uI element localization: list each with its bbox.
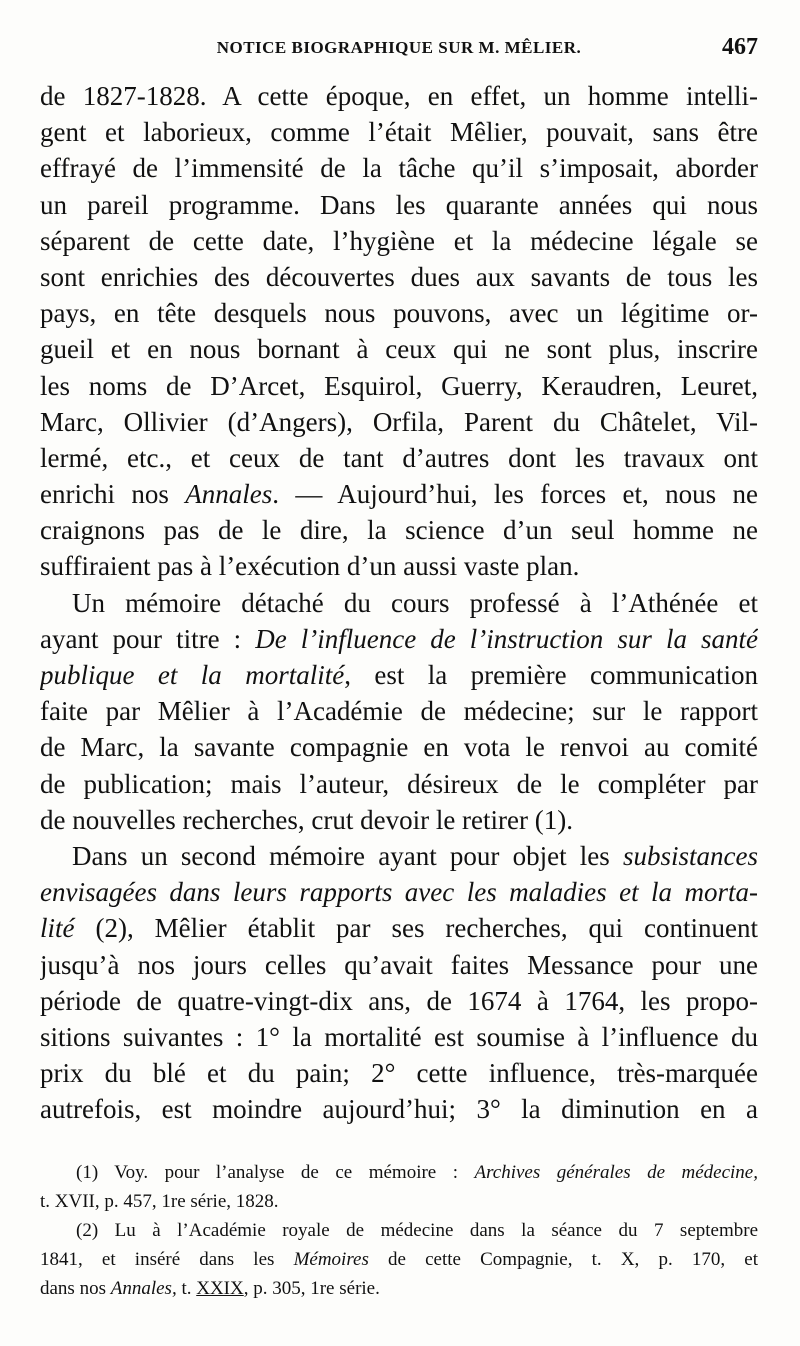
text-line: jusqu’à nos jours celles qu’avait faites Messance pour une [40,949,758,980]
text-line [40,874,758,910]
body-text [40,78,758,1127]
text-line: suffiraient pas à l’exécution d’un aussi vaste plan. [40,551,580,582]
text-span: , p. 305, 1re série. [243,1278,380,1299]
running-title: NOTICE BIOGRAPHIQUE SUR M. MÊLIER. [216,38,582,57]
italic-title: Annales [185,479,273,510]
text-line [40,910,758,946]
footnotes [40,1158,758,1303]
text-line [40,657,758,693]
text-line: lermé, etc., et ceux de tant d’autres dont les travaux ont [40,442,758,473]
text-span: enrichi nos [40,479,186,510]
text-line: de Marc, la savante compagnie en vota le renvoi au comité [40,732,758,763]
text-line: pays, en tête desquels nous pouvons, avec un légitime or- [40,298,758,329]
footnote-line [40,1158,758,1187]
text-span: Dans un second mémoire ayant pour objet les [72,840,623,871]
italic-title: Mémoires [293,1249,369,1270]
text-line: craignons pas de le dire, la science d’un seul homme ne [40,515,758,546]
text-line: sont enrichies des découvertes dues aux savants de tous les [40,261,758,292]
text-line: sitions suivantes : 1° la mortalité est soumise à l’influence du [40,1021,758,1052]
italic-title: subsistances [623,840,758,871]
italic-title: Archives générales de médecine, [474,1162,758,1183]
page-number: 467 [722,34,758,60]
text-span: (1) Voy. pour l’analyse de ce mémoire : [76,1162,475,1183]
text-line: de nouvelles recherches, crut devoir le retirer (1). [40,804,573,835]
underlined-volume: XXIX [196,1278,244,1299]
italic-title: De l’influence de l’instruction sur la santé [255,623,758,654]
italic-title: publique et la mortalité [40,660,345,690]
text-span: , est la première communication [344,660,758,690]
text-line: période de quatre-vingt-dix ans, de 1674 à 1764, les propo- [40,985,758,1016]
running-head [40,34,758,64]
text-line: autrefois, est moindre aujourd’hui; 3° la diminution en a [40,1094,758,1125]
italic-title: lité [40,913,75,944]
text-line: les noms de D’Arcet, Esquirol, Guerry, Keraudren, Leuret, [40,370,758,401]
text-line: gent et laborieux, comme l’était Mêlier, pouvait, sans être [40,117,758,148]
text-span: dans nos [40,1278,111,1299]
footnote-line [40,1274,758,1303]
text-line [40,476,758,512]
text-span: de cette Compagnie, t. X, p. 170, et [368,1249,758,1270]
text-line: prix du blé et du pain; 2° cette influence, très-marquée [40,1058,758,1089]
text-line: de publication; mais l’auteur, désireux de le compléter par [40,768,758,799]
text-line [40,621,758,657]
text-line: séparent de cette date, l’hygiène et la médecine légale se [40,225,758,256]
footnote-line [40,1245,758,1274]
text-line: effrayé de l’immensité de la tâche qu’il s’imposait, aborder [40,153,758,184]
text-line: faite par Mêlier à l’Académie de médecine; sur le rapport [40,696,758,727]
text-span: 1841, et inséré dans les [40,1249,294,1270]
text-span: ayant pour titre : [40,623,256,654]
text-span: (2), Mêlier établit par ses recherches, qui continuent [74,913,758,944]
text-line [40,838,758,874]
text-line: Marc, Ollivier (d’Angers), Orfila, Parent du Châtelet, Vil- [40,406,758,437]
text-line: un pareil programme. Dans les quarante années qui nous [40,189,758,220]
text-span: . — Aujourd’hui, les forces et, nous ne [272,479,758,510]
text-line: Un mémoire détaché du cours professé à l’Athénée et [72,587,758,618]
italic-title: Annales, [110,1278,177,1299]
italic-title: envisagées dans leurs rapports avec les maladies et la morta- [40,877,758,908]
text-line: de 1827-1828. A cette époque, en effet, un homme intelli- [40,81,758,111]
footnote-line: t. XVII, p. 457, 1re série, 1828. [40,1191,279,1212]
text-line: gueil et en nous bornant à ceux qui ne sont plus, inscrire [40,334,758,365]
footnote-line: (2) Lu à l’Académie royale de médecine dans la séance du 7 septembre [76,1220,758,1241]
text-span: t. [176,1278,197,1299]
